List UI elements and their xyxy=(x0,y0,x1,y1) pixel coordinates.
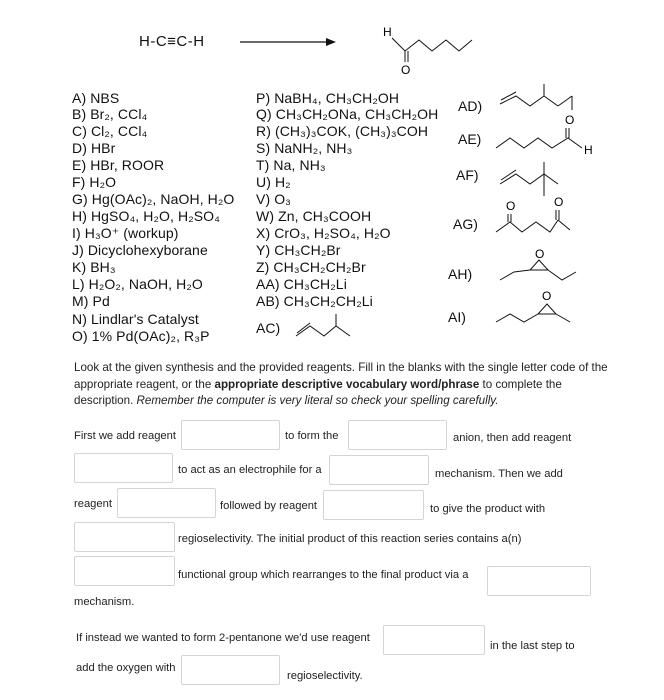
prompt-text-4: to act as an electrophile for a xyxy=(178,464,322,476)
prompt-text-6: reagent xyxy=(74,498,112,510)
instructions-text-1: Look at the given synthesis and the provided reagents. Fill in the blanks with the single letter code of the appropriate reagent, or the xyxy=(74,361,608,391)
reagent-ab: AB) CH₃CH₂CH₂Li xyxy=(256,293,373,309)
prompt-text-2: to form the xyxy=(285,430,339,442)
starting-material: H-C≡C-H xyxy=(139,33,205,50)
reagent-g: G) Hg(OAc)₂, NaOH, H₂O xyxy=(72,191,235,207)
prompt-text-1: First we add reagent xyxy=(74,430,176,442)
instructions-bold: appropriate descriptive vocabulary word/phrase xyxy=(214,377,480,391)
reagent-f: F) H₂O xyxy=(72,174,117,190)
reagent-af-label: AF) xyxy=(456,167,479,183)
reagent-c: C) Cl₂, CCl₄ xyxy=(72,123,148,139)
reagent-a: A) NBS xyxy=(72,90,120,106)
prompt-text-13: in the last step to xyxy=(490,640,575,652)
prompt-text-5: mechanism. Then we add xyxy=(435,468,563,480)
ag-oxygen-label-1: O xyxy=(506,199,516,213)
prompt-text-15: regioselectivity. xyxy=(287,670,363,682)
blank-9-input[interactable] xyxy=(487,566,591,596)
reagent-v: V) O₃ xyxy=(256,191,291,207)
reagent-e: E) HBr, ROOR xyxy=(72,157,165,173)
ae-hydrogen-label: H xyxy=(584,143,593,157)
reagent-ad-label: AD) xyxy=(458,98,483,114)
reagent-ae-label: AE) xyxy=(458,131,482,147)
reagent-aa: AA) CH₃CH₂Li xyxy=(256,276,347,292)
reagent-r: R) (CH₃)₃COK, (CH₃)₃COH xyxy=(256,123,429,139)
blank-1-input[interactable] xyxy=(181,420,280,450)
instructions-text-2: to complete the description. xyxy=(74,377,562,407)
reagent-u: U) H₂ xyxy=(256,174,291,190)
carbonyl-o-label: O xyxy=(401,63,411,77)
reagent-ag-label: AG) xyxy=(453,216,478,232)
blank-7-input[interactable] xyxy=(74,522,175,552)
prompt-text-11: mechanism. xyxy=(74,596,135,608)
reagent-s: S) NaNH₂, NH₃ xyxy=(256,140,353,156)
reagent-ac-label: AC) xyxy=(256,320,281,336)
reagent-z: Z) CH₃CH₂CH₂Br xyxy=(256,259,366,275)
reagent-ag-structure xyxy=(490,192,590,240)
reagent-ai-structure xyxy=(492,286,592,330)
instructions xyxy=(74,360,614,410)
reagent-t: T) Na, NH₃ xyxy=(256,157,326,173)
reagent-j: J) Dicyclohexyborane xyxy=(72,242,208,258)
reagent-q: Q) CH₃CH₂ONa, CH₃CH₂OH xyxy=(256,106,439,122)
blank-3-input[interactable] xyxy=(74,453,173,483)
blank-10-input[interactable] xyxy=(383,625,485,655)
reagent-ah-label: AH) xyxy=(448,266,473,282)
reagent-b: B) Br₂, CCl₄ xyxy=(72,106,148,122)
reagent-l: L) H₂O₂, NaOH, H₂O xyxy=(72,276,203,292)
blank-2-input[interactable] xyxy=(348,420,447,450)
prompt-text-9: regioselectivity. The initial product of this reaction series contains a(n) xyxy=(178,533,522,545)
ae-oxygen-label: O xyxy=(565,113,575,127)
reagent-ai-label: AI) xyxy=(448,309,466,325)
reagent-m: M) Pd xyxy=(72,293,110,309)
reagent-k: K) BH₃ xyxy=(72,259,116,275)
ag-oxygen-label-2: O xyxy=(554,195,564,209)
ai-oxygen-label: O xyxy=(542,289,552,303)
reagent-i: I) H₃O⁺ (workup) xyxy=(72,225,179,241)
prompt-text-12: If instead we wanted to form 2-pentanone we'd use reagent xyxy=(76,632,370,644)
reagent-x: X) CrO₃, H₂SO₄, H₂O xyxy=(256,225,391,241)
reagent-ah-structure xyxy=(492,244,592,288)
reagent-p: P) NaBH₄, CH₃CH₂OH xyxy=(256,90,400,106)
blank-5-input[interactable] xyxy=(117,488,216,518)
reagent-o: O) 1% Pd(OAc)₂, R₃P xyxy=(72,328,210,344)
reagent-w: W) Zn, CH₃COOH xyxy=(256,208,372,224)
prompt-text-3: anion, then add reagent xyxy=(453,432,572,444)
reagent-y: Y) CH₃CH₂Br xyxy=(256,242,341,258)
prompt-text-8: to give the product with xyxy=(430,503,546,515)
blank-4-input[interactable] xyxy=(329,455,429,485)
reagent-d: D) HBr xyxy=(72,140,116,156)
reagent-ae-structure xyxy=(492,108,602,160)
reagent-n: N) Lindlar's Catalyst xyxy=(72,311,199,327)
prompt-text-10: functional group which rearranges to the final product via a xyxy=(178,569,469,581)
ah-oxygen-label: O xyxy=(535,247,545,261)
blank-6-input[interactable] xyxy=(323,490,424,520)
aldehyde-h-label: H xyxy=(383,25,392,39)
blank-11-input[interactable] xyxy=(181,655,280,685)
prompt-text-7: followed by reagent xyxy=(220,500,318,512)
reagent-h: H) HgSO₄, H₂O, H₂SO₄ xyxy=(72,208,220,224)
prompt-text-14: add the oxygen with xyxy=(76,662,176,674)
reaction-arrow xyxy=(238,35,338,49)
reagent-ac-structure xyxy=(292,310,364,342)
product-structure xyxy=(370,18,480,78)
instructions-italic: Remember the computer is very literal so check your spelling carefully. xyxy=(136,394,499,407)
blank-8-input[interactable] xyxy=(74,556,175,586)
